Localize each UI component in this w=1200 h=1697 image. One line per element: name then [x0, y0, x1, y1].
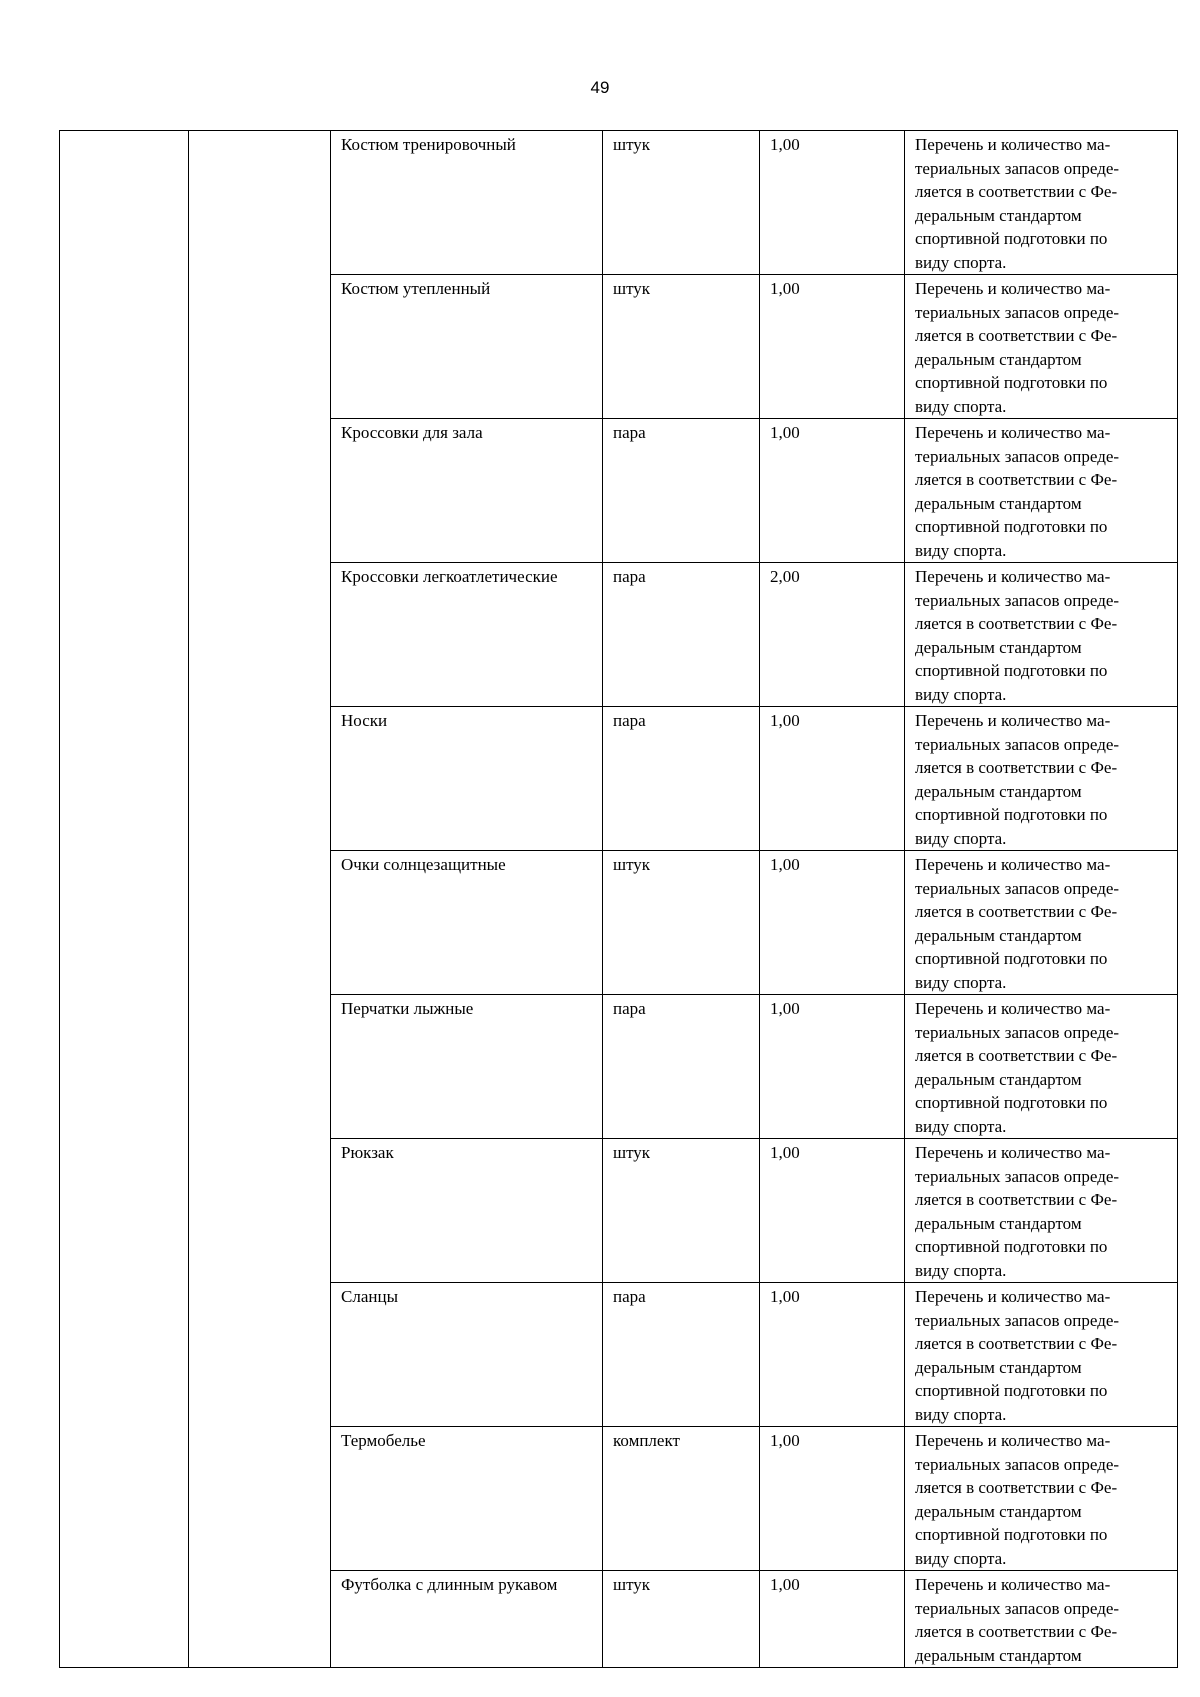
note-cell [905, 563, 1178, 707]
note-line: териальных запасов опреде- [915, 446, 1120, 466]
quantity-cell: 1,00 [760, 1139, 905, 1283]
item-name-cell: Перчатки лыжные [331, 995, 603, 1139]
item-name-cell: Костюм утепленный [331, 275, 603, 419]
unit-cell: пара [603, 563, 760, 707]
quantity-cell: 1,00 [760, 131, 905, 275]
note-cell [905, 1139, 1178, 1283]
unit-cell: комплект [603, 1427, 760, 1571]
note-line: Перечень и количество ма- [915, 567, 1111, 586]
note-line: деральным стандартом [915, 1213, 1082, 1233]
note-line: виду спорта. [915, 252, 1007, 272]
note-line: Перечень и количество ма- [915, 1143, 1111, 1162]
note-line: териальных запасов опреде- [915, 734, 1120, 754]
note-line: виду спорта. [915, 540, 1007, 560]
note-cell [905, 1283, 1178, 1427]
note-cell [905, 851, 1178, 995]
note-line: ляется в соответствии с Фе- [915, 1190, 1118, 1209]
note-line: ляется в соответствии с Фе- [915, 1622, 1118, 1641]
note-line: деральным стандартом [915, 925, 1082, 945]
quantity-cell: 1,00 [760, 275, 905, 419]
unit-cell: пара [603, 1283, 760, 1427]
note-cell [905, 1571, 1178, 1668]
note-line: териальных запасов опреде- [915, 1454, 1120, 1474]
note-cell [905, 995, 1178, 1139]
note-line: спортивной подготовки по [915, 805, 1108, 824]
note-line: Перечень и количество ма- [915, 999, 1111, 1018]
note-line: спортивной подготовки по [915, 373, 1108, 392]
note-line: деральным стандартом [915, 1357, 1082, 1377]
note-line: териальных запасов опреде- [915, 302, 1120, 322]
note-line: ляется в соответствии с Фе- [915, 1478, 1118, 1497]
note-line: виду спорта. [915, 684, 1007, 704]
quantity-cell: 1,00 [760, 995, 905, 1139]
note-line: териальных запасов опреде- [915, 158, 1120, 178]
note-line: Перечень и количество ма- [915, 1431, 1111, 1450]
note-line: спортивной подготовки по [915, 1093, 1108, 1112]
quantity-cell: 1,00 [760, 1571, 905, 1668]
quantity-cell: 2,00 [760, 563, 905, 707]
quantity-cell: 1,00 [760, 419, 905, 563]
note-line: виду спорта. [915, 1260, 1007, 1280]
unit-cell: штук [603, 275, 760, 419]
item-name-cell: Рюкзак [331, 1139, 603, 1283]
note-line: спортивной подготовки по [915, 229, 1108, 248]
note-line: ляется в соответствии с Фе- [915, 326, 1118, 345]
note-line: териальных запасов опреде- [915, 590, 1120, 610]
item-name-cell: Носки [331, 707, 603, 851]
note-line: виду спорта. [915, 1404, 1007, 1424]
item-name-cell: Термобелье [331, 1427, 603, 1571]
note-line: ляется в соответствии с Фе- [915, 182, 1118, 201]
note-line: деральным стандартом [915, 493, 1082, 513]
quantity-cell: 1,00 [760, 1283, 905, 1427]
note-line: Перечень и количество ма- [915, 855, 1111, 874]
quantity-cell: 1,00 [760, 1427, 905, 1571]
note-line: виду спорта. [915, 828, 1007, 848]
note-line: деральным стандартом [915, 349, 1082, 369]
note-cell [905, 419, 1178, 563]
note-cell [905, 131, 1178, 275]
unit-cell: пара [603, 995, 760, 1139]
quantity-cell: 1,00 [760, 707, 905, 851]
unit-cell: пара [603, 707, 760, 851]
note-line: Перечень и количество ма- [915, 423, 1111, 442]
note-line: виду спорта. [915, 396, 1007, 416]
note-line: Перечень и количество ма- [915, 1575, 1111, 1594]
note-line: ляется в соответствии с Фе- [915, 758, 1118, 777]
note-cell [905, 707, 1178, 851]
unit-cell: штук [603, 131, 760, 275]
note-line: ляется в соответствии с Фе- [915, 470, 1118, 489]
blank-cell-2 [189, 131, 331, 1668]
note-line: деральным стандартом [915, 781, 1082, 801]
note-line: деральным стандартом [915, 1501, 1082, 1521]
note-line: ляется в соответствии с Фе- [915, 614, 1118, 633]
note-line: териальных запасов опреде- [915, 878, 1120, 898]
note-line: Перечень и количество ма- [915, 135, 1111, 154]
item-name-cell: Кроссовки для зала [331, 419, 603, 563]
note-line: виду спорта. [915, 972, 1007, 992]
note-line: ляется в соответствии с Фе- [915, 1046, 1118, 1065]
note-line: ляется в соответствии с Фе- [915, 1334, 1118, 1353]
table-row [60, 131, 1178, 275]
note-line: спортивной подготовки по [915, 949, 1108, 968]
item-name-cell: Очки солнцезащитные [331, 851, 603, 995]
unit-cell: штук [603, 1571, 760, 1668]
table-body [60, 131, 1178, 1668]
note-line: териальных запасов опреде- [915, 1310, 1120, 1330]
note-line: териальных запасов опреде- [915, 1022, 1120, 1042]
note-line: спортивной подготовки по [915, 517, 1108, 536]
item-name-cell: Футболка с длинным рукавом [331, 1571, 603, 1668]
note-line: спортивной подготовки по [915, 1381, 1108, 1400]
unit-cell: пара [603, 419, 760, 563]
note-line: деральным стандартом [915, 205, 1082, 225]
note-line: деральным стандартом [915, 1645, 1082, 1665]
note-line: виду спорта. [915, 1116, 1007, 1136]
note-line: спортивной подготовки по [915, 1525, 1108, 1544]
unit-cell: штук [603, 851, 760, 995]
note-line: спортивной подготовки по [915, 661, 1108, 680]
unit-cell: штук [603, 1139, 760, 1283]
note-line: териальных запасов опреде- [915, 1166, 1120, 1186]
page-number: 49 [590, 78, 610, 97]
equipment-table [59, 130, 1178, 1668]
note-line: деральным стандартом [915, 1069, 1082, 1089]
note-line: Перечень и количество ма- [915, 1287, 1111, 1306]
note-line: Перечень и количество ма- [915, 711, 1111, 730]
note-line: териальных запасов опреде- [915, 1598, 1120, 1618]
note-line: деральным стандартом [915, 637, 1082, 657]
item-name-cell: Костюм тренировочный [331, 131, 603, 275]
note-cell [905, 275, 1178, 419]
note-line: ляется в соответствии с Фе- [915, 902, 1118, 921]
note-line: Перечень и количество ма- [915, 279, 1111, 298]
quantity-cell: 1,00 [760, 851, 905, 995]
item-name-cell: Кроссовки легкоатлетические [331, 563, 603, 707]
note-line: виду спорта. [915, 1548, 1007, 1568]
item-name-cell: Сланцы [331, 1283, 603, 1427]
note-line: спортивной подготовки по [915, 1237, 1108, 1256]
note-cell [905, 1427, 1178, 1571]
blank-cell-1 [60, 131, 189, 1668]
